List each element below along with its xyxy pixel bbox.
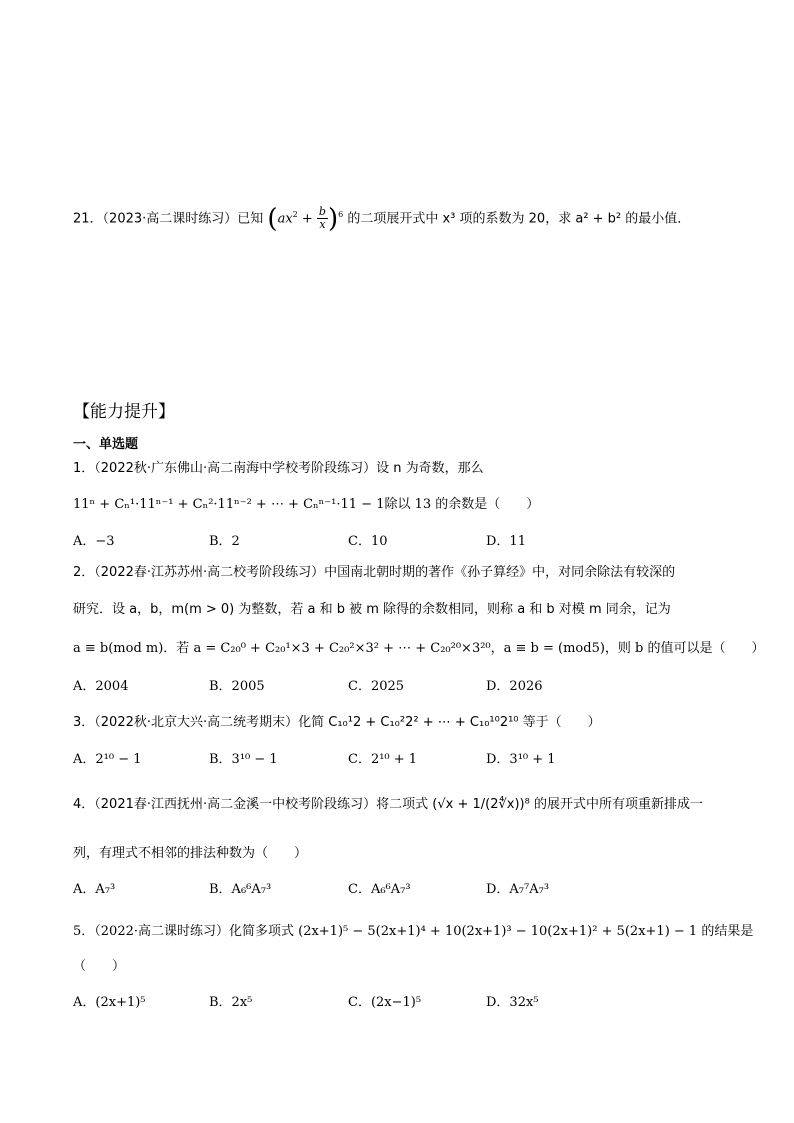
question-4-prefix: 4．（2021春·江西抚州·高二金溪一中校考阶段练习）将二项式 bbox=[73, 797, 429, 812]
subsection-title: 一、单选题 bbox=[73, 437, 139, 452]
option-d[interactable]: D．11 bbox=[486, 534, 526, 549]
section-title: 【能力提升】 bbox=[73, 402, 175, 422]
question-1-line2: 11ⁿ + Cₙ¹·11ⁿ⁻¹ + Cₙ²·11ⁿ⁻² + ⋯ + Cₙⁿ⁻¹·11 − 1除以 13 的余数是（ ） bbox=[73, 497, 540, 512]
option-d[interactable]: D．2026 bbox=[486, 679, 543, 694]
question-5-options bbox=[73, 993, 753, 1013]
fraction: $\frac{b}{x}$ bbox=[318, 205, 326, 232]
expr-term: ax bbox=[277, 211, 293, 227]
question-4-line1 bbox=[73, 795, 703, 815]
option-d[interactable]: D．32x⁵ bbox=[486, 995, 539, 1010]
option-b[interactable]: B．2x⁵ bbox=[209, 995, 253, 1010]
option-c[interactable]: C．10 bbox=[348, 534, 388, 549]
question-3-options bbox=[73, 750, 753, 770]
option-a[interactable]: A．−3 bbox=[73, 534, 115, 549]
question-2-line2: 研究．设 a，b，m(m > 0) 为整数，若 a 和 b 被 m 除得的余数相同，则称 a 和 b 对模 m 同余，记为 bbox=[73, 602, 671, 617]
question-2-line1: 2．（2022春·江苏苏州·高二校考阶段练习）中国南北朝时期的著作《孙子算经》中，对同余除法有较深的 bbox=[73, 565, 676, 580]
option-b[interactable]: B．A₆⁶A₇³ bbox=[209, 882, 272, 897]
question-4-suffix: 的展开式中所有项重新排成一 bbox=[533, 797, 703, 812]
question-21-suffix: 的二项展开式中 x³ 项的系数为 20，求 a² + b² 的最小值． bbox=[347, 211, 691, 227]
question-4-options bbox=[73, 880, 753, 900]
option-c[interactable]: C．2¹⁰ + 1 bbox=[348, 752, 418, 767]
question-4-line2: 列，有理式不相邻的排法种数为（ ） bbox=[73, 846, 308, 861]
option-a[interactable]: A．(2x+1)⁵ bbox=[73, 995, 146, 1010]
exponent: 6 bbox=[338, 210, 344, 219]
option-a[interactable]: A．A₇³ bbox=[73, 882, 116, 897]
binomial-expression: (√x + 1/(2∜x))⁸ bbox=[432, 797, 530, 812]
question-3-line1: 3．（2022秋·北京大兴·高二统考期末）化简 C₁₀¹2 + C₁₀²2² + ⋯ + C₁₀¹⁰2¹⁰ 等于（ ） bbox=[73, 715, 601, 730]
option-b[interactable]: B．2005 bbox=[209, 679, 265, 694]
question-2-line3: a ≡ b(mod m)．若 a = C₂₀⁰ + C₂₀¹×3 + C₂₀²×3² + ⋯ + C₂₀²⁰×3²⁰，a ≡ b = (mod5)，则 b 的值可以是（ ） bbox=[73, 641, 765, 656]
question-5-line2: （ ） bbox=[73, 959, 126, 974]
option-a[interactable]: A．2¹⁰ − 1 bbox=[73, 752, 142, 767]
option-b[interactable]: B．3¹⁰ − 1 bbox=[209, 752, 278, 767]
question-21-prefix: 21．（2023·高二课时练习）已知 bbox=[73, 211, 264, 227]
option-a[interactable]: A．2004 bbox=[73, 679, 129, 694]
option-c[interactable]: C．2025 bbox=[348, 679, 405, 694]
option-d[interactable]: D．3¹⁰ + 1 bbox=[486, 752, 556, 767]
question-5-line1: 5．（2022·高二课时练习）化简多项式 (2x+1)⁵ − 5(2x+1)⁴ + 10(2x+1)³ − 10(2x+1)² + 5(2x+1) − 1 的结果是 bbox=[73, 924, 754, 939]
question-21: 21．（2023·高二课时练习）已知 ($ax^2$ + $\frac{b}{x}$ )$^6$ 的二项展开式中 x³ 项的系数为 20，求 a² + b² 的最小值． bbox=[73, 203, 691, 234]
option-c[interactable]: C．(2x−1)⁵ bbox=[348, 995, 422, 1010]
question-1-line1: 1．（2022秋·广东佛山·高二南海中学校考阶段练习）设 n 为奇数，那么 bbox=[73, 461, 484, 476]
option-c[interactable]: C．A₆⁶A₇³ bbox=[348, 882, 411, 897]
question-1-options bbox=[73, 532, 753, 552]
option-b[interactable]: B．2 bbox=[209, 534, 240, 549]
question-2-options bbox=[73, 677, 753, 697]
option-d[interactable]: D．A₇⁷A₇³ bbox=[486, 882, 550, 897]
